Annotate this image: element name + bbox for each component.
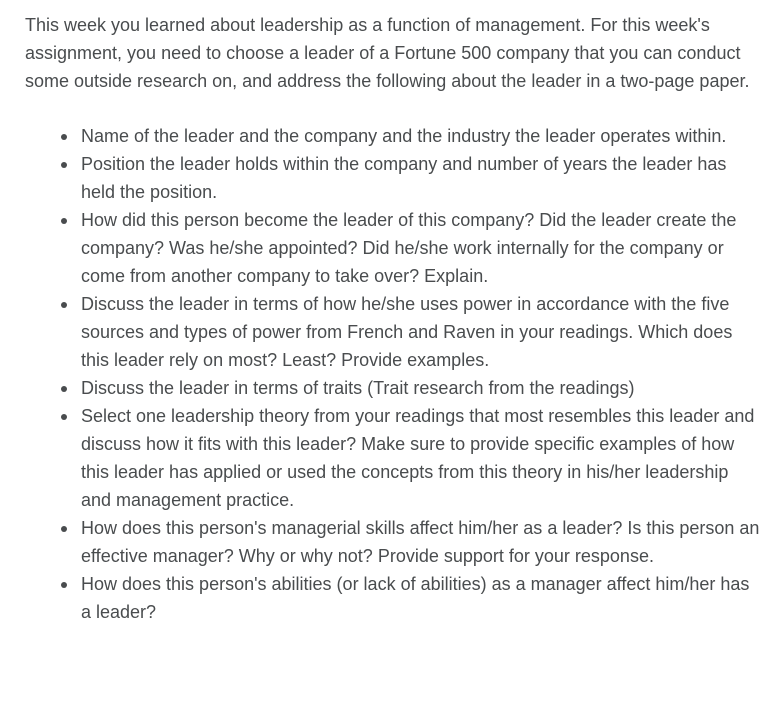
list-item-text: How does this person's managerial skills affect him/her as a leader? Is this person an effective manager? Why or why not? Provide support for your response. [81,518,760,566]
requirements-list [25,122,760,626]
assignment-intro: This week you learned about leadership as a function of management. For this week's assignment, you need to choose a leader of a Fortune 500 company that you can conduct some outside research on, and address the following about the leader in a two-page paper. [25,15,750,91]
list-item [25,122,760,150]
bullet-icon [61,582,67,588]
list-item-text: Discuss the leader in terms of how he/she uses power in accordance with the five sources and types of power from French and Raven in your readings. Which does this leader rely on most? Least? Provide examples. [81,294,733,370]
bullet-icon [61,386,67,392]
list-item-text: Select one leadership theory from your readings that most resembles this leader and discuss how it fits with this leader? Make sure to provide specific examples of how this leader has applied or used the concepts from this theory in his/her leadership and management practice. [81,406,755,510]
list-item [25,206,760,290]
list-item [25,570,760,626]
list-item [25,150,760,206]
list-item [25,514,760,570]
bullet-icon [61,414,67,420]
bullet-icon [61,526,67,532]
assignment-content [25,11,760,626]
list-item-text: How did this person become the leader of this company? Did the leader create the company? Was he/she appointed? Did he/she work internally for the company or come from another company to take over? Explain. [81,210,737,286]
bullet-icon [61,134,67,140]
list-item-text: Name of the leader and the company and the industry the leader operates within. [81,126,727,146]
list-item-text: Position the leader holds within the company and number of years the leader has held the position. [81,154,727,202]
bullet-icon [61,218,67,224]
list-item-text: Discuss the leader in terms of traits (Trait research from the readings) [81,378,635,398]
list-item [25,374,760,402]
bullet-icon [61,162,67,168]
list-item [25,290,760,374]
bullet-icon [61,302,67,308]
list-item [25,402,760,514]
list-item-text: How does this person's abilities (or lack of abilities) as a manager affect him/her has a leader? [81,574,750,622]
